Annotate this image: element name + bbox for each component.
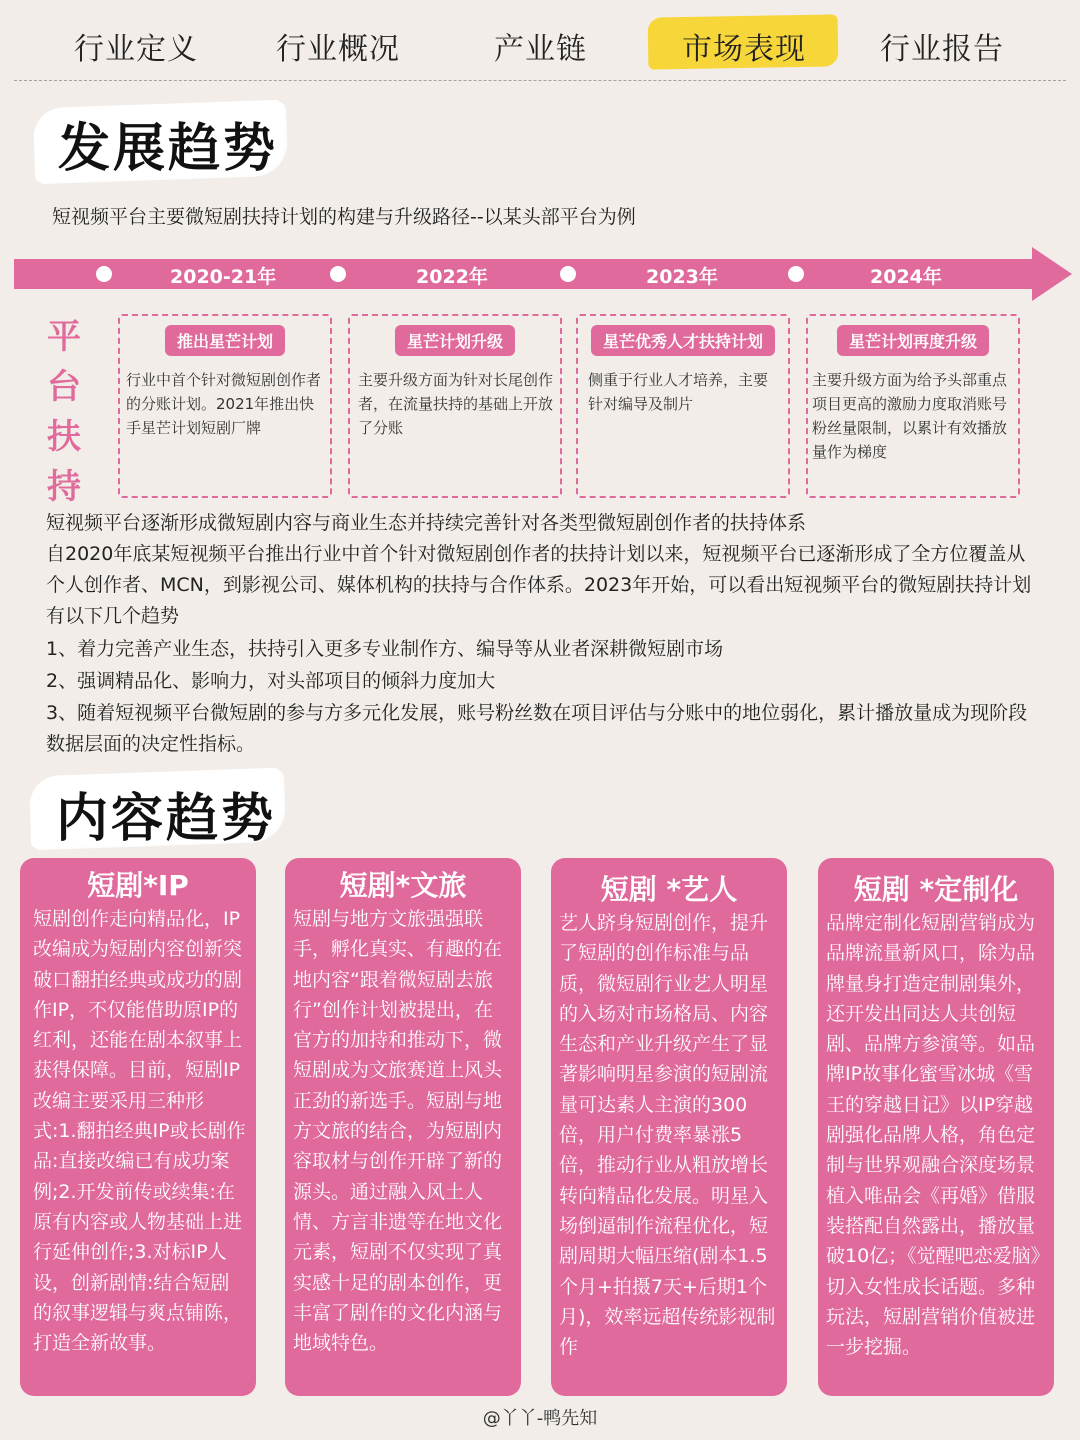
author-credit: @丫丫-鸭先知 <box>482 1408 598 1429</box>
tab-industry-definition[interactable]: 行业定义 <box>74 32 198 67</box>
tab-industry-overview[interactable]: 行业概况 <box>276 32 400 67</box>
card-text: 短剧与地方文旅强强联手，孵化真实、有趣的在地内容“跟着微短剧去旅行”创作计划被提出，在官方的加持和推动下，微短剧成为文旅赛道上风头正劲的新选手。短剧与地方文旅的结合，为短剧内容取材与创作开辟了新的源头。通过融入风土人情、方言非遗等在地文化元素，短剧不仅实现了真实感十足的剧本创作，更丰富了剧作的文化内涵与地域特色。 <box>293 908 503 1355</box>
nav-divider <box>14 80 1066 81</box>
stage-tag: 星芒计划再度升级 <box>837 325 989 356</box>
stage-text: 行业中首个针对微短剧创作者的分账计划。2021年推出快手星芒计划短剧厂牌 <box>126 371 322 437</box>
side-label-char: 持 <box>47 467 81 507</box>
card-artist <box>551 858 787 1396</box>
side-label-char: 扶 <box>47 417 81 457</box>
trend-point: 2、强调精品化、影响力，对头部项目的倾斜力度加大 <box>46 670 496 692</box>
timeline-year: 2023年 <box>646 266 718 288</box>
trend-intro: 自2020年底某短视频平台推出行业中首个针对微短剧创作者的扶持计划以来，短视频平台已逐渐形成了全方位覆盖从个人创作者、MCN，到影视公司、媒体机构的扶持与合作体系。2023年开始，可以看出短视频平台的微短剧扶持计划有以下几个趋势 <box>46 543 1032 627</box>
card-text: 艺人跻身短剧创作，提升了短剧的创作标准与品质，微短剧行业艺人明星的入场对市场格局、内容生态和产业升级产生了显著影响明星参演的短剧流量可达素人主演的300倍，用户付费率暴涨5倍，推动行业从粗放增长转向精品化发展。明星入场倒逼制作流程优化，短剧周期大幅压缩(剧本1.5个月+拍摄7天+后期1个月)，效率远超传统影视制作 <box>559 912 776 1359</box>
stage-text: 主要升级方面为针对长尾创作者，在流量扶持的基础上开放了分账 <box>358 371 554 437</box>
card-culture-tourism <box>285 858 521 1396</box>
side-label-char: 平 <box>47 317 81 357</box>
card-title: 短剧*文旅 <box>339 869 467 902</box>
timeline-year: 2022年 <box>416 266 488 288</box>
platform-support-label <box>44 312 84 512</box>
timeline-dot <box>96 266 112 282</box>
timeline-subtitle: 短视频平台主要微短剧扶持计划的构建与升级路径--以某头部平台为例 <box>52 206 636 228</box>
trend-point: 1、着力完善产业生态，扶持引入更多专业制作方、编导等从业者深耕微短剧市场 <box>46 638 724 660</box>
tab-market-performance[interactable]: 市场表现 <box>682 32 806 67</box>
timeline-dot <box>788 266 804 282</box>
side-label-char: 台 <box>47 367 81 407</box>
stage-text: 主要升级方面为给予头部重点项目更高的激励力度取消账号粉丝量限制，以累计有效播放量作为梯度 <box>812 371 1008 461</box>
timeline-arrowhead <box>1032 247 1072 301</box>
trend-heading: 短视频平台逐渐形成微短剧内容与商业生态并持续完善针对各类型微短剧创作者的扶持体系 <box>46 512 807 534</box>
timeline-year: 2024年 <box>870 266 942 288</box>
stage-tag: 星芒计划升级 <box>395 325 515 356</box>
stage-tag: 推出星芒计划 <box>165 325 285 356</box>
tab-industry-report[interactable]: 行业报告 <box>880 32 1004 67</box>
top-nav <box>0 0 1080 80</box>
timeline-dot <box>560 266 576 282</box>
stage-tag: 星芒优秀人才扶持计划 <box>591 325 775 356</box>
stage-box <box>806 314 1020 498</box>
tab-industry-chain[interactable]: 产业链 <box>494 32 587 67</box>
card-ip <box>20 858 256 1396</box>
card-title: 短剧 *艺人 <box>600 873 738 906</box>
trend-point: 3、随着短视频平台微短剧的参与方多元化发展，账号粉丝数在项目评估与分账中的地位弱化，累计播放量成为现阶段数据层面的决定性指标。 <box>46 702 1028 755</box>
timeline-dot <box>330 266 346 282</box>
card-title: 短剧 *定制化 <box>853 873 1019 906</box>
stage-text: 侧重于行业人才培养，主要针对编导及制片 <box>588 371 769 413</box>
card-customization <box>818 858 1054 1396</box>
stage-box <box>576 314 790 498</box>
timeline-year: 2020-21年 <box>170 266 277 288</box>
card-text: 品牌定制化短剧营销成为品牌流量新风口，除为品牌量身打造定制剧集外，还开发出同达人共创短剧、品牌方参演等。如品牌IP故事化蜜雪冰城《雪王的穿越日记》以IP穿越剧强化品牌人格，角色定制与世界观融合深度场景植入唯品会《再婚》借服装搭配自然露出，播放量破10亿；《觉醒吧恋爱脑》切入女性成长话题。多种玩法，短剧营销价值被进一步挖掘。 <box>826 912 1041 1359</box>
stage-box <box>118 314 332 498</box>
card-text: 短剧创作走向精品化，IP改编成为短剧内容创新突破口翻拍经典或成功的剧作IP，不仅能借助原IP的红利，还能在剧本叙事上获得保障。目前，短剧IP改编主要采用三种形式:1.翻拍经典IP或长剧作品:直接改编已有成功案例;2.开发前传或续集:在原有内容或人物基础上进行延伸创作;3.对标IP人设，创新剧情:结合短剧的叙事逻辑与爽点铺陈，打造全新故事。 <box>33 908 246 1355</box>
stage-box <box>348 314 562 498</box>
section-title-content: 内容趋势 <box>56 789 277 849</box>
section-title-development: 发展趋势 <box>58 119 279 179</box>
card-title: 短剧*IP <box>87 869 189 902</box>
